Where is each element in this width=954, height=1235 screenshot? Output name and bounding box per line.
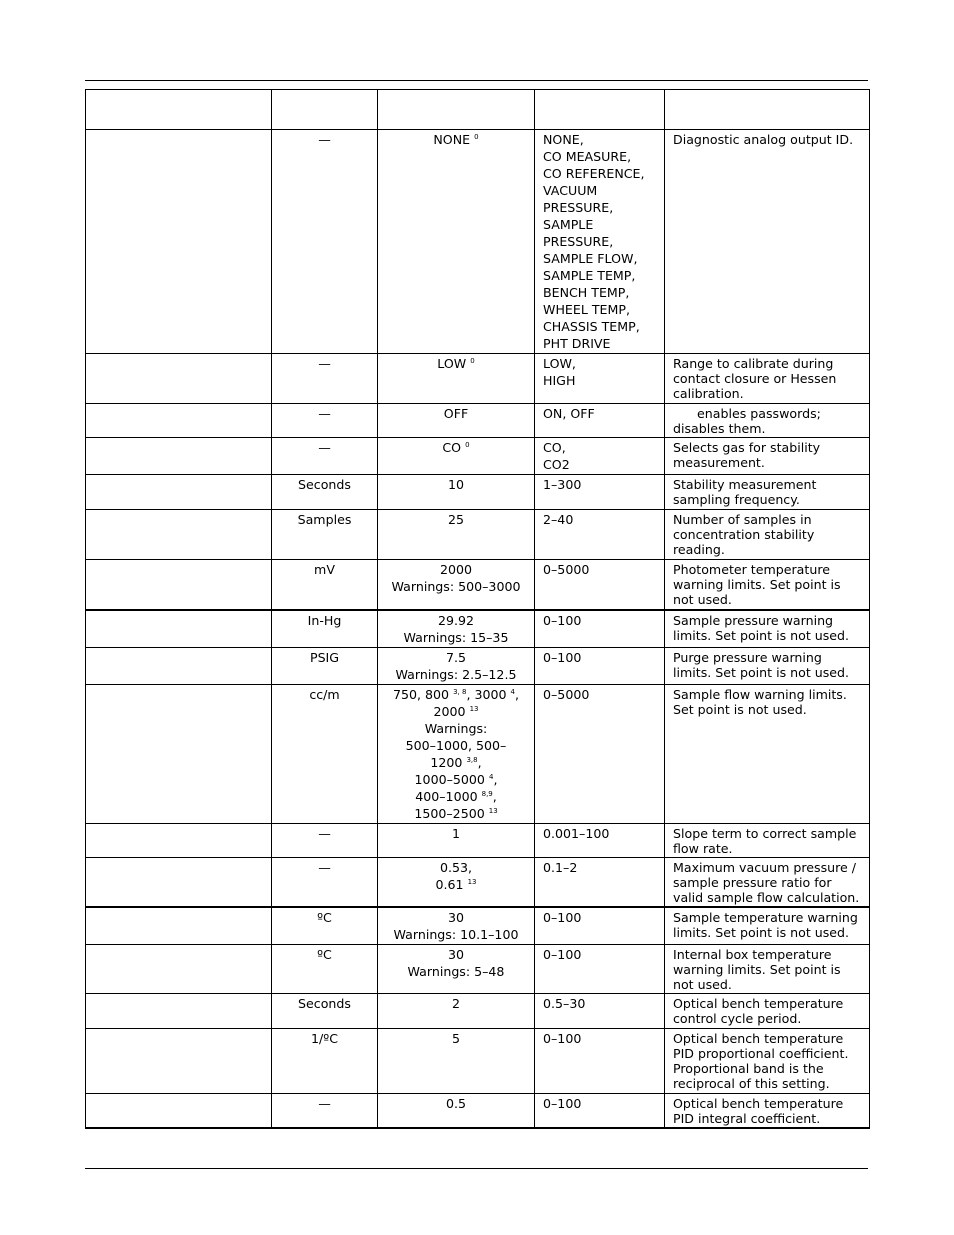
header-default bbox=[378, 90, 535, 130]
param-name-cell bbox=[86, 857, 272, 907]
value-line: 1–300 bbox=[543, 477, 582, 492]
param-name-cell bbox=[86, 647, 272, 684]
default-text: 1200 bbox=[430, 754, 463, 770]
default-text-suffix: , bbox=[515, 686, 520, 702]
default-line bbox=[386, 667, 526, 683]
default-text: OFF bbox=[443, 406, 469, 421]
value-line: CO, bbox=[543, 440, 566, 455]
value-line: WHEEL TEMP, bbox=[543, 302, 630, 317]
value-line: 0–100 bbox=[543, 946, 582, 962]
default-text: Warnings: bbox=[424, 720, 488, 736]
default-text: 2 bbox=[451, 995, 460, 1011]
description-cell: Purge pressure warning limits. Set point is not used. bbox=[665, 647, 870, 684]
table-row bbox=[86, 1028, 870, 1093]
value-range-cell bbox=[535, 857, 665, 907]
param-name-cell bbox=[86, 130, 272, 354]
default-text: 29.92 bbox=[437, 612, 475, 628]
description-cell: Photometer temperature warning limits. Set point is not used. bbox=[665, 560, 870, 610]
default-line bbox=[386, 650, 526, 666]
default-text: Warnings: 500–3000 bbox=[391, 579, 521, 594]
footnote-ref: 0 bbox=[474, 133, 479, 141]
value-line: SAMPLE bbox=[543, 217, 594, 232]
default-text-suffix: , bbox=[477, 754, 482, 770]
units-cell: — bbox=[272, 438, 378, 475]
value-range-cell bbox=[535, 404, 665, 438]
value-line: SAMPLE TEMP, bbox=[543, 268, 636, 283]
value-line: CO MEASURE, bbox=[543, 149, 632, 164]
default-cell bbox=[378, 354, 535, 404]
default-cell bbox=[378, 404, 535, 438]
footer-rule bbox=[85, 1168, 868, 1169]
default-text: 25 bbox=[447, 512, 465, 527]
description-cell: Sample temperature warning limits. Set point is not used. bbox=[665, 907, 870, 945]
default-line bbox=[386, 738, 526, 754]
description-cell: Maximum vacuum pressure / sample pressure ratio for valid sample flow calculation. bbox=[665, 857, 870, 907]
default-text: 2000 bbox=[439, 562, 473, 577]
param-name-cell bbox=[86, 1028, 272, 1093]
default-text-suffix: , 3000 bbox=[466, 686, 507, 702]
footnote-ref: 3,8 bbox=[466, 755, 478, 764]
default-cell bbox=[378, 610, 535, 648]
default-cell bbox=[378, 560, 535, 610]
default-cell bbox=[378, 438, 535, 475]
units-cell: mV bbox=[272, 560, 378, 610]
units-cell: Seconds bbox=[272, 475, 378, 510]
header-rule bbox=[85, 80, 868, 81]
default-text: Warnings: 10.1–100 bbox=[393, 926, 519, 942]
value-line: CHASSIS TEMP, bbox=[543, 319, 640, 334]
value-line: HIGH bbox=[543, 373, 576, 388]
default-line bbox=[386, 477, 526, 493]
value-line: NONE, bbox=[543, 132, 584, 147]
default-line bbox=[386, 826, 526, 842]
default-cell bbox=[378, 1028, 535, 1093]
value-range-cell bbox=[535, 475, 665, 510]
table-row bbox=[86, 475, 870, 510]
table-header-row bbox=[86, 90, 870, 130]
default-text: 10 bbox=[447, 477, 465, 492]
default-line bbox=[386, 964, 526, 980]
param-name-cell bbox=[86, 944, 272, 993]
default-text: 500–1000, 500– bbox=[405, 737, 507, 753]
default-text: 1 bbox=[451, 825, 460, 841]
param-name-cell bbox=[86, 404, 272, 438]
default-text: Warnings: 5–48 bbox=[407, 963, 505, 979]
table-row bbox=[86, 907, 870, 945]
value-line: ON, OFF bbox=[543, 406, 595, 421]
default-line bbox=[386, 630, 526, 646]
default-line bbox=[386, 704, 526, 720]
default-cell bbox=[378, 647, 535, 684]
value-line: VACUUM bbox=[543, 183, 598, 198]
description-cell: Stability measurement sampling frequency. bbox=[665, 475, 870, 510]
footnote-ref: 8,9 bbox=[481, 789, 493, 798]
default-line bbox=[386, 440, 526, 456]
value-line: 2–40 bbox=[543, 512, 574, 527]
default-cell bbox=[378, 857, 535, 907]
units-cell: — bbox=[272, 1093, 378, 1128]
table-row bbox=[86, 510, 870, 560]
description-cell: Internal box temperature warning limits. Set point is not used. bbox=[665, 944, 870, 993]
header-units bbox=[272, 90, 378, 130]
header-description bbox=[665, 90, 870, 130]
default-line bbox=[386, 579, 526, 595]
default-cell bbox=[378, 130, 535, 354]
default-line bbox=[386, 860, 526, 876]
default-text: Warnings: 2.5–12.5 bbox=[395, 666, 517, 682]
value-line: PRESSURE, bbox=[543, 234, 614, 249]
value-range-cell bbox=[535, 1093, 665, 1128]
value-line: 0.001–100 bbox=[543, 825, 610, 841]
default-cell bbox=[378, 1093, 535, 1128]
default-text-suffix: , bbox=[492, 788, 497, 804]
default-line bbox=[386, 910, 526, 926]
value-line: 0–100 bbox=[543, 909, 582, 925]
value-range-cell bbox=[535, 510, 665, 560]
table-row bbox=[86, 438, 870, 475]
units-cell: — bbox=[272, 404, 378, 438]
table-row bbox=[86, 857, 870, 907]
default-line bbox=[386, 512, 526, 528]
default-text: 2000 bbox=[433, 703, 466, 719]
param-name-cell bbox=[86, 610, 272, 648]
value-range-cell bbox=[535, 944, 665, 993]
default-cell bbox=[378, 823, 535, 857]
default-text: Warnings: 15–35 bbox=[403, 629, 509, 645]
default-text: 1500–2500 bbox=[414, 805, 485, 821]
param-name-cell bbox=[86, 560, 272, 610]
units-cell: In-Hg bbox=[272, 610, 378, 648]
value-line: 0.5–30 bbox=[543, 995, 586, 1011]
default-line bbox=[386, 806, 526, 822]
value-line: PRESSURE, bbox=[543, 200, 614, 215]
value-range-cell bbox=[535, 647, 665, 684]
value-line: 0–100 bbox=[543, 1095, 582, 1111]
param-name-cell bbox=[86, 684, 272, 823]
footnote-ref: 3, 8 bbox=[453, 687, 467, 696]
default-line bbox=[386, 772, 526, 788]
description-cell: Diagnostic analog output ID. bbox=[665, 130, 870, 354]
param-name-cell bbox=[86, 438, 272, 475]
table-row bbox=[86, 647, 870, 684]
table-row bbox=[86, 1093, 870, 1128]
default-line bbox=[386, 562, 526, 578]
table-row bbox=[86, 944, 870, 993]
description-cell: Optical bench temperature control cycle period. bbox=[665, 993, 870, 1028]
default-line bbox=[386, 789, 526, 805]
value-line: 0–100 bbox=[543, 612, 582, 628]
header-name bbox=[86, 90, 272, 130]
value-line: 0–5000 bbox=[543, 686, 590, 702]
units-cell: — bbox=[272, 354, 378, 404]
default-line bbox=[386, 613, 526, 629]
value-line: SAMPLE FLOW, bbox=[543, 251, 638, 266]
table-row bbox=[86, 130, 870, 354]
value-range-cell bbox=[535, 560, 665, 610]
value-line: 0.1–2 bbox=[543, 859, 578, 875]
value-line: 0–100 bbox=[543, 1030, 582, 1046]
footnote-ref: 13 bbox=[467, 877, 477, 886]
param-name-cell bbox=[86, 907, 272, 945]
value-range-cell bbox=[535, 684, 665, 823]
default-text: NONE bbox=[433, 132, 471, 147]
default-cell bbox=[378, 907, 535, 945]
table-row bbox=[86, 823, 870, 857]
default-cell bbox=[378, 475, 535, 510]
table-row bbox=[86, 684, 870, 823]
footnote-ref: 0 bbox=[465, 441, 470, 449]
table-row bbox=[86, 560, 870, 610]
table-row bbox=[86, 610, 870, 648]
default-line bbox=[386, 1031, 526, 1047]
table-row bbox=[86, 354, 870, 404]
param-name-cell bbox=[86, 510, 272, 560]
units-cell: Seconds bbox=[272, 993, 378, 1028]
units-cell: Samples bbox=[272, 510, 378, 560]
default-line bbox=[386, 721, 526, 737]
default-line bbox=[386, 947, 526, 963]
footnote-ref: 4 bbox=[488, 772, 494, 781]
units-cell: — bbox=[272, 857, 378, 907]
default-text: 7.5 bbox=[445, 649, 467, 665]
value-line: LOW, bbox=[543, 356, 576, 371]
value-range-cell bbox=[535, 610, 665, 648]
default-text: 0.53, bbox=[439, 859, 473, 875]
value-line: 0–5000 bbox=[543, 562, 590, 577]
description-cell: Optical bench temperature PID integral coefficient. bbox=[665, 1093, 870, 1128]
value-line: CO2 bbox=[543, 457, 570, 472]
default-text: 400–1000 bbox=[415, 788, 478, 804]
footnote-ref: 13 bbox=[488, 806, 498, 815]
table-row bbox=[86, 404, 870, 438]
value-line: BENCH TEMP, bbox=[543, 285, 630, 300]
default-text: 750, 800 bbox=[392, 686, 450, 702]
default-text: 0.61 bbox=[435, 876, 464, 892]
default-text-suffix: , bbox=[493, 771, 498, 787]
value-range-cell bbox=[535, 1028, 665, 1093]
value-range-cell bbox=[535, 438, 665, 475]
default-line bbox=[386, 132, 526, 148]
default-text: 5 bbox=[451, 1030, 460, 1046]
default-cell bbox=[378, 684, 535, 823]
default-text: 1000–5000 bbox=[414, 771, 485, 787]
default-line bbox=[386, 687, 526, 703]
default-line bbox=[386, 1096, 526, 1112]
param-name-cell bbox=[86, 1093, 272, 1128]
default-line bbox=[386, 927, 526, 943]
units-cell: PSIG bbox=[272, 647, 378, 684]
value-line: 0–100 bbox=[543, 649, 582, 665]
default-text: 0.5 bbox=[445, 1095, 467, 1111]
value-range-cell bbox=[535, 823, 665, 857]
description-cell: Number of samples in concentration stability reading. bbox=[665, 510, 870, 560]
header-value-range bbox=[535, 90, 665, 130]
value-line: PHT DRIVE bbox=[543, 336, 611, 351]
units-cell: — bbox=[272, 823, 378, 857]
default-cell bbox=[378, 944, 535, 993]
param-name-cell bbox=[86, 475, 272, 510]
value-line: CO REFERENCE, bbox=[543, 166, 645, 181]
description-cell: Selects gas for stability measurement. bbox=[665, 438, 870, 475]
footnote-ref: 4 bbox=[510, 687, 515, 696]
units-cell: ºC bbox=[272, 907, 378, 945]
param-name-cell bbox=[86, 993, 272, 1028]
description-cell: Sample flow warning limits. Set point is not used. bbox=[665, 684, 870, 823]
units-cell: cc/m bbox=[272, 684, 378, 823]
description-cell: enables passwords; disables them. bbox=[665, 404, 870, 438]
units-cell: ºC bbox=[272, 944, 378, 993]
default-line bbox=[386, 755, 526, 771]
description-cell: Range to calibrate during contact closure or Hessen calibration. bbox=[665, 354, 870, 404]
footnote-ref: 0 bbox=[470, 357, 475, 365]
value-range-cell bbox=[535, 354, 665, 404]
value-range-cell bbox=[535, 907, 665, 945]
description-cell: Optical bench temperature PID proportional coefficient. Proportional band is the reciprocal of this setting. bbox=[665, 1028, 870, 1093]
description-cell: Slope term to correct sample flow rate. bbox=[665, 823, 870, 857]
default-text: 30 bbox=[447, 909, 465, 925]
default-line bbox=[386, 406, 526, 422]
value-range-cell bbox=[535, 993, 665, 1028]
default-line bbox=[386, 356, 526, 372]
default-cell bbox=[378, 510, 535, 560]
param-name-cell bbox=[86, 823, 272, 857]
units-cell: 1/ºC bbox=[272, 1028, 378, 1093]
default-text: LOW bbox=[437, 356, 467, 371]
default-cell bbox=[378, 993, 535, 1028]
value-range-cell bbox=[535, 130, 665, 354]
footnote-ref: 13 bbox=[469, 704, 479, 713]
default-line bbox=[386, 996, 526, 1012]
description-cell: Sample pressure warning limits. Set point is not used. bbox=[665, 610, 870, 648]
default-line bbox=[386, 877, 526, 893]
default-text: 30 bbox=[447, 946, 465, 962]
default-text: CO bbox=[442, 440, 462, 455]
table-row bbox=[86, 993, 870, 1028]
parameter-table bbox=[85, 89, 870, 1129]
units-cell: — bbox=[272, 130, 378, 354]
param-name-cell bbox=[86, 354, 272, 404]
